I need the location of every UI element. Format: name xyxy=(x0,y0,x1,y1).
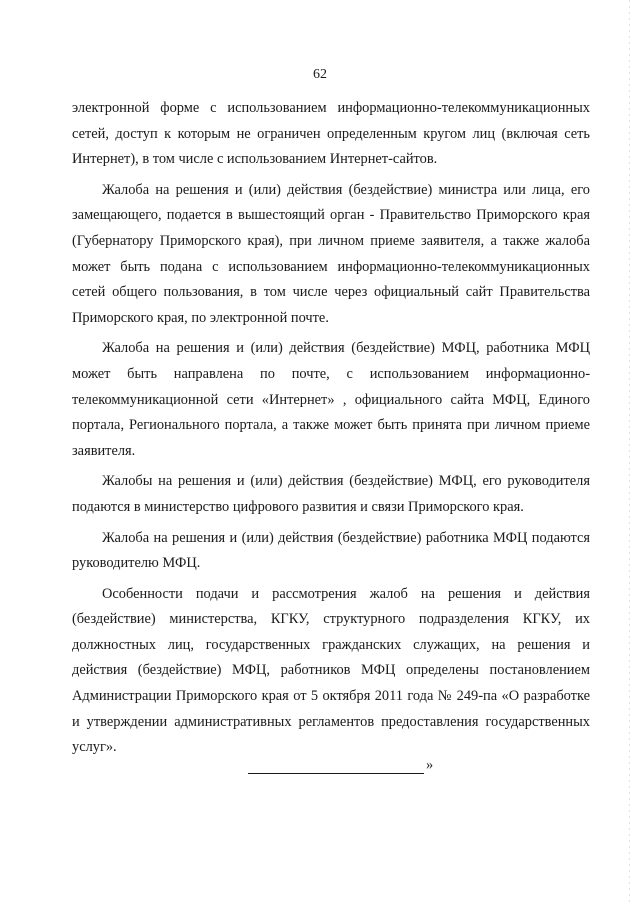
paragraph-complaint-minister: Жалоба на решения и (или) действия (бездействие) министра или лица, его замещающего, подается в вышестоящий орган - Правительство Приморского края (Губернатору Приморского края), при личном приеме заявителя, а также жалоба может быть подана с использованием информационно-телекоммуникационных сетей общего пользования, в том числе через официальный сайт Правительства Приморского края, по электронной почте. xyxy=(72,181,590,326)
scan-edge-artifact xyxy=(629,0,630,905)
paragraph-complaint-procedure: Особенности подачи и рассмотрения жалоб на решения и действия (бездействие) министерства, КГКУ, структурного подразделения КГКУ, их должностных лиц, государственных гражданских служащих, на решения и действия (бездействие) МФЦ, работников МФЦ определены постановлением Администрации Приморского края от 5 октября 2011 года № 249-па «О разработке и утверждении административных регламентов предоставления государственных услуг». xyxy=(72,585,590,756)
document-body xyxy=(72,96,590,766)
closing-line-block xyxy=(248,754,433,774)
paragraph-electronic-form: электронной форме с использованием информационно-телекоммуникационных сетей, доступ к которым не ограничен определенным кругом лиц (включая сеть Интернет), в том числе с использованием Интернет-сайтов. xyxy=(72,100,590,168)
paragraph-complaint-mfc-employee: Жалоба на решения и (или) действия (бездействие) работника МФЦ подаются руководителю МФЦ. xyxy=(72,529,590,572)
closing-underline xyxy=(248,759,424,774)
paragraph-complaint-mfc-worker: Жалоба на решения и (или) действия (бездействие) МФЦ, работника МФЦ может быть направлена по почте, с использованием информационно-телекоммуникационной сети «Интернет» , официального сайта МФЦ, Единого портала, Регионального портала, а также может быть принята при личном приеме заявителя. xyxy=(72,340,590,459)
paragraph-complaint-mfc-head: Жалобы на решения и (или) действия (бездействие) МФЦ, его руководителя подаются в министерство цифрового развития и связи Приморского края. xyxy=(72,473,590,515)
closing-quote-mark: » xyxy=(426,757,434,773)
page-number: 62 xyxy=(313,67,327,82)
